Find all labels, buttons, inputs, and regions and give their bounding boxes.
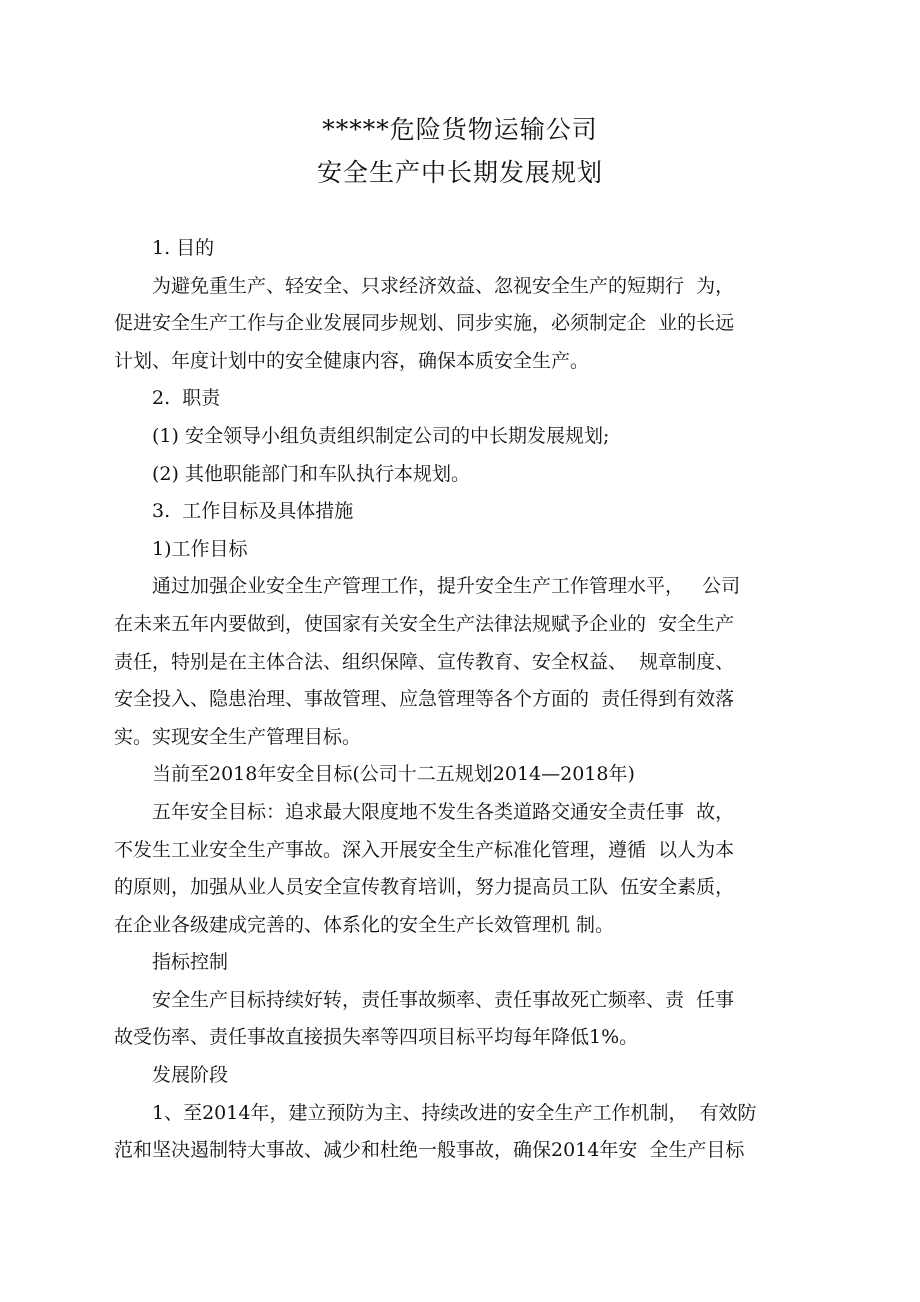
document-body: [114, 230, 824, 1170]
paragraph-line: [114, 644, 824, 682]
line-text: 3. 工作目标及具体措施: [152, 500, 354, 523]
section-heading-line: [114, 230, 824, 268]
section-heading-line: [114, 531, 824, 569]
line-text: 通过加强企业安全生产管理工作，提升安全生产工作管理水平， 公司: [152, 575, 741, 598]
section-heading-line: [114, 418, 824, 456]
line-text: 1. 目的: [152, 237, 215, 259]
paragraph-line: [114, 1019, 824, 1057]
section-heading-line: [114, 456, 824, 494]
document-title-company: *****危险货物运输公司: [322, 115, 598, 144]
paragraph-line: [114, 1095, 824, 1133]
paragraph-line: [114, 305, 824, 343]
line-text: 不发生工业安全生产事故。深入开展安全生产标准化管理，遵循 以人为本: [114, 838, 735, 861]
line-text: 1)工作目标: [152, 537, 248, 560]
paragraph-line: [114, 1132, 824, 1170]
line-text: 计划、年度计划中的安全健康内容，确保本质安全生产。: [114, 349, 590, 372]
paragraph-line: [114, 719, 824, 757]
section-heading-line: [114, 944, 824, 982]
line-text: 2. 职责: [152, 387, 221, 410]
line-text: 故受伤率、责任事故直接损失率等四项目标平均每年降低1%。: [114, 1026, 639, 1049]
paragraph-line: [114, 907, 824, 945]
paragraph-line: [114, 794, 824, 832]
line-text: 范和坚决遏制特大事故、减少和杜绝一般事故，确保2014年安 全生产目标: [114, 1139, 745, 1162]
line-text: 促进安全生产工作与企业发展同步规划、同步实施，必须制定企 业的长远: [114, 312, 735, 335]
line-text: 安全生产目标持续好转，责任事故频率、责任事故死亡频率、责 任事: [152, 988, 735, 1011]
paragraph-line: [114, 681, 824, 719]
line-text: 的原则，加强从业人员安全宣传教育培训，努力提高员工队 伍安全素质，: [114, 876, 735, 899]
line-text: 五年安全目标：追求最大限度地不发生各类道路交通安全责任事 故，: [152, 800, 735, 823]
line-text: 为避免重生产、轻安全、只求经济效益、忽视安全生产的短期行 为，: [152, 274, 735, 297]
paragraph-line: [114, 982, 824, 1020]
paragraph-line: [114, 343, 824, 381]
paragraph-line: [114, 869, 824, 907]
line-text: 安全投入、隐患治理、事故管理、应急管理等各个方面的 责任得到有效落: [114, 688, 735, 711]
paragraph-line: [114, 606, 824, 644]
line-text: 实。实现安全生产管理目标。: [114, 725, 362, 748]
line-text: 当前至2018年安全目标(公司十二五规划2014—2018年): [152, 763, 635, 786]
line-text: (2) 其他职能部门和车队执行本规划。: [152, 462, 470, 485]
paragraph-line: [114, 268, 824, 306]
line-text: 在企业各级建成完善的、体系化的安全生产长效管理机 制。: [114, 913, 615, 936]
line-text: 在未来五年内要做到，使国家有关安全生产法律法规赋予企业的 安全生产: [114, 612, 735, 635]
line-text: 指标控制: [152, 951, 229, 974]
section-heading-line: [114, 493, 824, 531]
section-heading-line: [114, 380, 824, 418]
paragraph-line: [114, 568, 824, 606]
line-text: 责任，特别是在主体合法、组织保障、宣传教育、安全权益、 规章制度、: [114, 650, 735, 673]
line-text: (1) 安全领导小组负责组织制定公司的中长期发展规划;: [152, 424, 610, 447]
section-heading-line: [114, 756, 824, 794]
document-title-plan: 安全生产中长期发展规划: [316, 158, 603, 187]
paragraph-line: [114, 832, 824, 870]
line-text: 1、至2014年，建立预防为主、持续改进的安全生产工作机制， 有效防: [152, 1101, 757, 1124]
section-heading-line: [114, 1057, 824, 1095]
line-text: 发展阶段: [152, 1064, 229, 1087]
